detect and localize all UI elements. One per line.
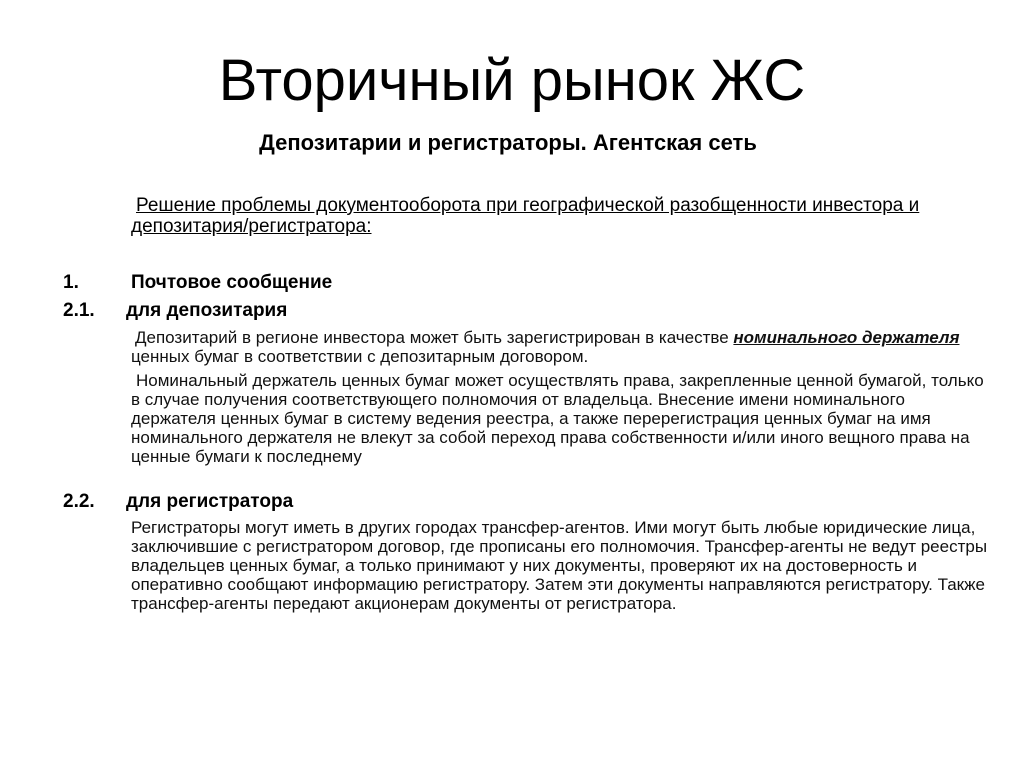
section-2-1-label: для депозитария (126, 300, 288, 321)
depository-paragraph-1 (131, 328, 991, 366)
section-1-number: 1. (63, 272, 79, 293)
slide-subtitle: Депозитарии и регистраторы. Агентская сеть (259, 130, 757, 155)
depository-paragraph-2: Номинальный держатель ценных бумаг может осуществлять права, закрепленные ценной бумагой, только в случае получения соответствующего полномочия от владельца. Внесение имени номинального держателя ценных бумаг в систему ведения реестра, а также перерегистрация ценных бумаг на имя номинального держателя не влекут за собой переход права собственности и/или иного вещного права на ценные бумаги к последнему (131, 371, 984, 466)
slide-title: Вторичный рынок ЖС (218, 48, 806, 113)
section-1-label: Почтовое сообщение (131, 272, 333, 293)
depository-paragraph-1-before: Депозитарий в регионе инвестора может быть зарегистрирован в качестве (135, 328, 734, 347)
registrar-paragraph: Регистраторы могут иметь в других городах трансфер-агентов. Ими могут быть любые юридические лица, заключившие с регистратором договор, где прописаны его полномочия. Трансфер-агенты не ведут реестры владельцев ценных бумаг, а только принимают у них документы, проверяют их на достоверность и оперативно сообщают информацию регистратору. Затем эти документы направляются регистратору. Также трансфер-агенты передают акционерам документы от регистратора. (131, 518, 988, 613)
depository-paragraph-1-after: ценных бумаг в соответствии с депозитарным договором. (131, 347, 589, 366)
intro-text: Решение проблемы документооборота при географической разобщенности инвестора и депозитария/регистратора: (131, 195, 920, 237)
section-2-2-label: для регистратора (126, 491, 294, 512)
nominal-holder-term: номинального держателя (733, 328, 960, 347)
section-2-1-number: 2.1. (63, 300, 95, 321)
section-2-2-number: 2.2. (63, 491, 95, 512)
